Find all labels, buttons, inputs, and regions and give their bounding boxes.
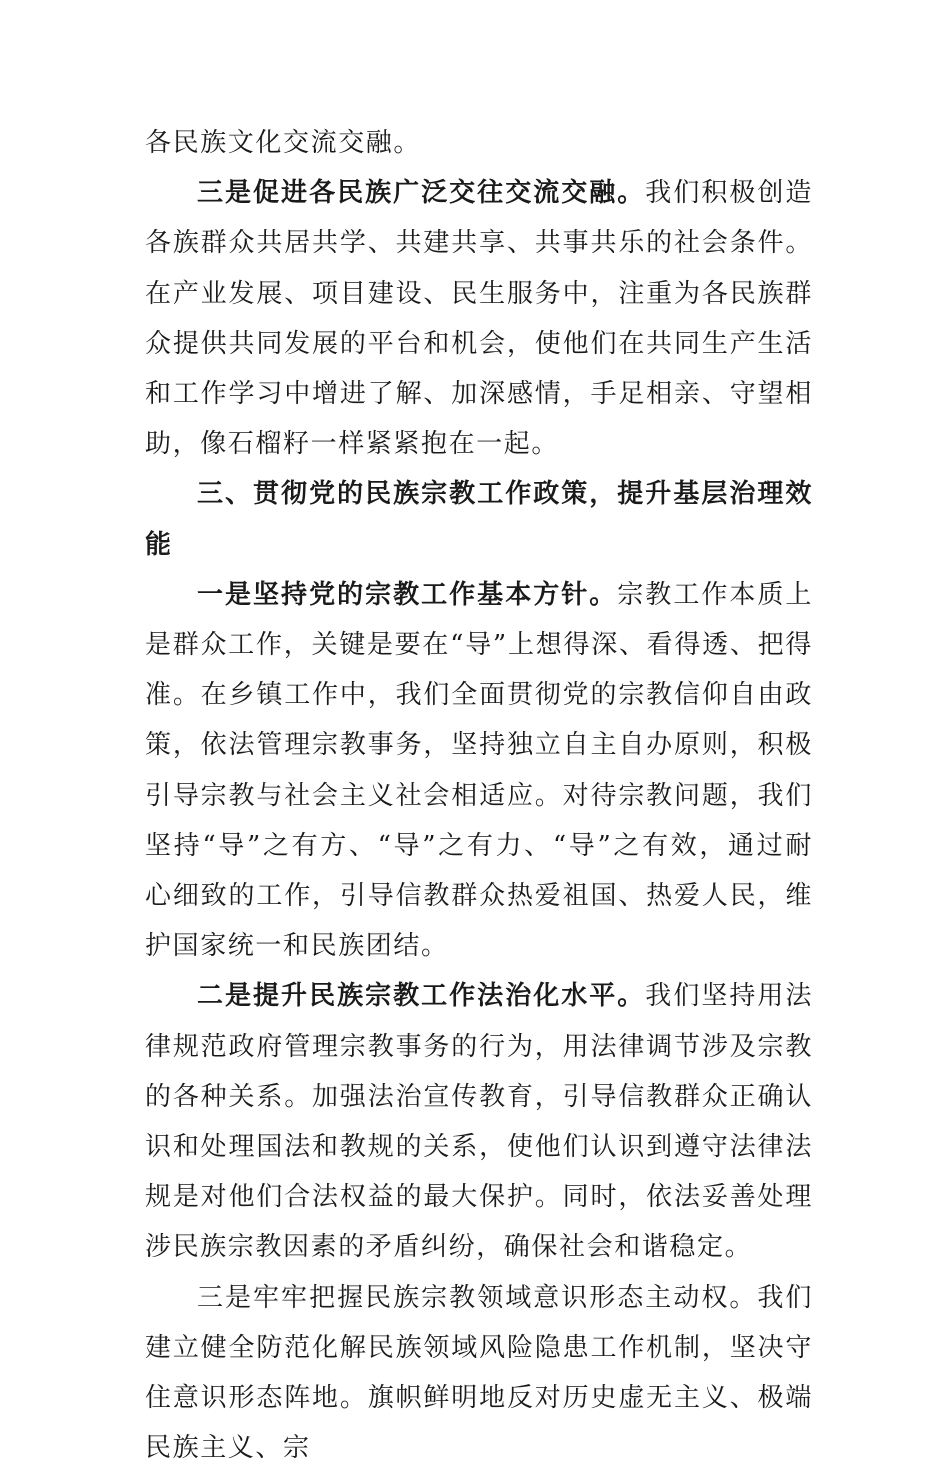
paragraph-lead: 三是促进各民族广泛交往交流交融。 [197, 178, 646, 209]
paragraph-lead: 一是坚持党的宗教工作基本方针。 [197, 579, 618, 610]
paragraph-point-two-rule-of-law [145, 971, 813, 1272]
paragraph-body: 宗教工作本质上是群众工作，关键是要在“导”上想得深、看得透、把得准。在乡镇工作中，我们全面贯彻党的宗教信仰自由政策，依法管理宗教事务，坚持独立自主自办原则，积极引导宗教与社会主义社会相适应。对待宗教问题，我们坚持“导”之有方、“导”之有力、“导”之有效，通过耐心细致的工作，引导信教群众热爱祖国、热爱人民，维护国家统一和民族团结。 [145, 579, 813, 962]
paragraph-lead: 二是提升民族宗教工作法治化水平。 [197, 981, 646, 1012]
paragraph-body: 我们积极创造各族群众共居共学、共建共享、共事共乐的社会条件。在产业发展、项目建设、民生服务中，注重为各民族群众提供共同发展的平台和机会，使他们在共同生产生活和工作学习中增进了解、加深感情，手足相亲、守望相助，像石榴籽一样紧紧抱在一起。 [145, 178, 813, 460]
paragraph-body: 我们坚持用法律规范政府管理宗教事务的行为，用法律调节涉及宗教的各种关系。加强法治宣传教育，引导信教群众正确认识和处理国法和教规的关系，使他们认识到遵守法律法规是对他们合法权益的最大保护。同时，依法妥善处理涉民族宗教因素的矛盾纠纷，确保社会和谐稳定。 [145, 981, 813, 1263]
paragraph-body: 各民族文化交流交融。 [145, 128, 422, 158]
paragraph-point-three-ideology [145, 1273, 813, 1473]
paragraph-continuation [145, 118, 813, 168]
section-heading: 三、贯彻党的民族宗教工作政策，提升基层治理效能 [145, 479, 813, 560]
document-body [145, 118, 813, 1473]
paragraph-body: 三是牢牢把握民族宗教领域意识形态主动权。我们建立健全防范化解民族领域风险隐患工作机制，坚决守住意识形态阵地。旗帜鲜明地反对历史虚无主义、极端民族主义、宗 [145, 1282, 813, 1464]
paragraph-point-one-policy [145, 570, 813, 972]
paragraph-point-three-exchange [145, 168, 813, 469]
